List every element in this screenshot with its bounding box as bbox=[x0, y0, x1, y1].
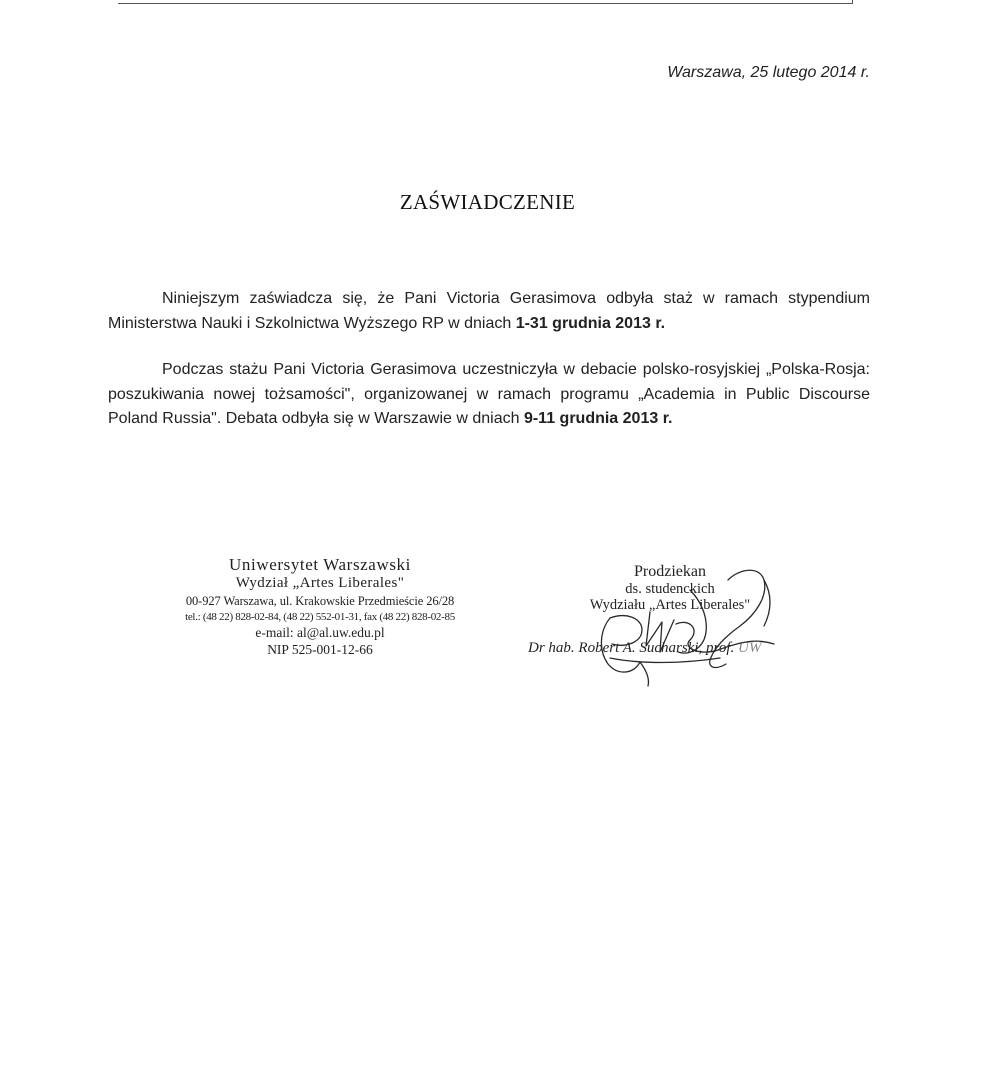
paragraph-1-dates: 1-31 grudnia 2013 r. bbox=[515, 314, 666, 332]
paragraph-1-text: Niniejszym zaświadcza się, że Pani Victoria Gerasimova odbyła staż w ramach stypendium Ministerstwa Nauki i Szkolnictwa Wyższego RP w dniach bbox=[108, 290, 870, 332]
institution-email: e-mail: al@al.uw.edu.pl bbox=[255, 625, 385, 640]
paragraph-2 bbox=[108, 358, 870, 432]
institution-phone: tel.: (48 22) 828-02-84, (48 22) 552-01-31, fax (48 22) 828-02-85 bbox=[185, 611, 455, 623]
institution-address: 00-927 Warszawa, ul. Krakowskie Przedmieście 26/28 bbox=[185, 594, 455, 608]
signature-block bbox=[520, 560, 820, 690]
signatory-name-suffix: UW bbox=[738, 640, 762, 656]
paragraph-1 bbox=[108, 287, 870, 336]
date-line: Warszawa, 25 lutego 2014 r. bbox=[667, 64, 870, 81]
document-title: ZAŚWIADCZENIE bbox=[399, 190, 576, 214]
institution-nip: NIP 525-001-12-66 bbox=[267, 642, 373, 657]
signatory-unit: Wydziału „Artes Liberales" bbox=[589, 597, 751, 613]
signatory-role-detail: ds. studenckich bbox=[625, 581, 715, 597]
handwritten-signature bbox=[550, 560, 800, 690]
signatory-role: Prodziekan bbox=[634, 563, 706, 580]
institution-faculty: Wydział „Artes Liberales" bbox=[235, 575, 405, 591]
institution-name: Uniwersytet Warszawski bbox=[229, 555, 411, 574]
institution-stamp bbox=[150, 555, 490, 658]
paragraph-2-text: Podczas stażu Pani Victoria Gerasimova uczestniczyła w debacie polsko-rosyjskiej „Polska-Rosja: poszukiwania nowej tożsamości", organizowanej w ramach programu „Academia in Public Discourse Poland Russia". Debata odbyła się w Warszawie w dniach bbox=[108, 361, 870, 427]
signatory-name-text: Dr hab. Robert A. Sucharski, prof. bbox=[528, 640, 735, 656]
paragraph-2-dates: 9-11 grudnia 2013 r. bbox=[523, 410, 673, 427]
top-border-line bbox=[118, 0, 853, 4]
